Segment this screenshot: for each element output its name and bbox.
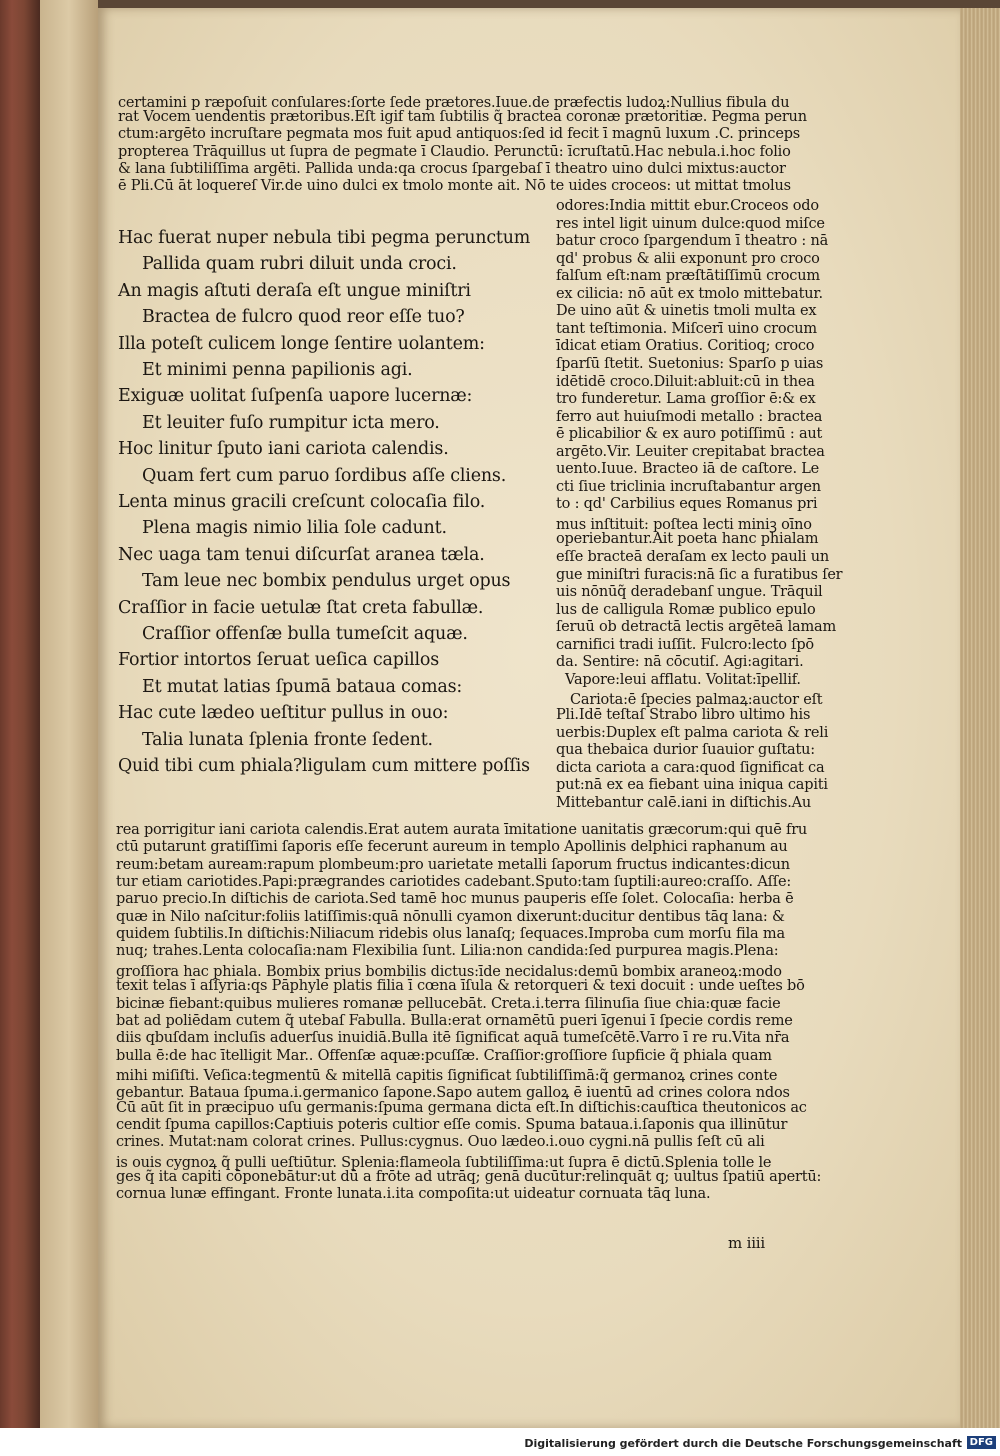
bottom-commentary-line: diis qbuſdam incluſis aduerſus inuidiā.Bulla itē ſignificat aquā tumeſcētē.Varro ī re ru.Vita nr̄a — [116, 1030, 790, 1047]
verses-line: Bractea de fulcro quod reor eſſe tuo? — [142, 307, 465, 328]
verses-line: Exiguæ uolitat ſuſpenſa uapore lucernæ: — [118, 386, 473, 407]
top-commentary-line: certamini p ræpoſuit conſulares:ſorte ſede prætores.Iuue.de præfectis ludoꝝ:Nullius fibula du — [118, 95, 790, 111]
bottom-commentary-line: groſſiora hac phiala. Bombix prius bombilis dictus:īde necidalus:demū bombix araneoꝝ:modo — [116, 963, 782, 980]
right-commentary-line: Mittebantur calē.iani in diſtichis.Au — [556, 794, 812, 811]
right-commentary-line: īdicat etiam Oratius. Coritioq; croco — [556, 338, 815, 355]
verses-line: Quam fert cum paruo ſordibus aſſe cliens. — [142, 465, 507, 486]
right-commentary-line: to : qd' Carbilius eques Romanus pri — [556, 496, 818, 513]
right-commentary-line: operiebantur.Ait poeta hanc phialam — [556, 531, 819, 548]
verses-line: Et leuiter fuſo rumpitur icta mero. — [142, 412, 440, 433]
bottom-commentary-line: cendit ſpuma capillos:Captiuis poteris cultior eſſe comis. Spuma batauа.i.ſaponis qua illinūtur — [116, 1116, 788, 1133]
right-commentary-line: put:nā ex ea fiebant uina iniqua capiti — [556, 777, 828, 794]
bottom-commentary-line: ctū putarunt gratiſſimi ſaporis eſſe fecerunt aureum in templo Apollinis delphici raphanum au — [116, 839, 788, 856]
right-commentary-line: De uino aūt & uinetis tmoli multa ex — [556, 303, 817, 320]
bottom-commentary-line: quæ in Nilo naſcitur:foliis latiſſimis:quā nōnulli cyamon dixerunt:ducitur dentibus tāq lana: & — [116, 908, 785, 925]
bottom-commentary-line: quidem ſubtilis.In diſtichis:Niliacum ridebis olus lanaſq; ſequaces.Improba cum morſu fila ma — [116, 926, 785, 943]
right-commentary-line: Cariota:ē ſpecies palmaꝝ:auctor eſt — [570, 692, 823, 709]
verses-line: Hoc linitur ſputo iani cariota calendis. — [118, 439, 449, 460]
right-commentary-line: idētidē croco.Diluit:abluit:cū in thea — [556, 373, 815, 390]
bottom-commentary-line: paruo precio.In diſtichis de cariota.Sed tamē hoc munus pauperis eſſe ſolet. Colocaſia: herba ē — [116, 891, 794, 908]
right-commentary-line: ſparſū ſtetit. Suetonius: Sparſo p uias — [556, 355, 824, 372]
right-commentary-line: res intel ligit uinum dulce:quod miſce — [556, 215, 825, 232]
page-fore-edge — [960, 8, 1000, 1428]
right-commentary-line: qd' probus & alii exponunt pro croco — [556, 250, 820, 267]
facing-page-edge — [40, 0, 98, 1430]
verses-line: Hac fuerat nuper nebula tibi pegma perunctum — [118, 228, 531, 248]
bottom-commentary-line: texit telas ī aſſyria:qs Pāphyle platis filia ī cœna īſula & retorqueri & texi docuit : unde ueſtes bō — [116, 978, 805, 995]
top-commentary-line: rat Vocem uendentis prætoribus.Eſt igif tam ſubtilis q̃ bractea coronæ prætoritiæ. Pegma perun — [118, 109, 807, 126]
right-commentary-line: ferro aut huiuſmodi metallo : bractea — [556, 408, 823, 425]
verses-line: Craſſior in facie uetulæ ſtat creta fabullæ. — [118, 597, 484, 618]
top-commentary-line: propterea Trāquillus ut ſupra de pegmate ī Claudio. Perunctū: īcruſtatū.Hac nebula.i.hoc folio — [118, 143, 791, 160]
verses-line: Tam leue nec bombix pendulus urget opus — [142, 571, 511, 592]
right-commentary-line: falſum eſt:nam præſtātiſſimū crocum — [556, 268, 820, 285]
verses-line: Nec uaga tam tenui diſcurſat aranea tæla. — [118, 544, 485, 565]
footer-credit: Digitalisierung gefördert durch die Deutsche Forschungsgemeinschaft — [524, 1437, 962, 1450]
bottom-commentary-line: Cū aūt ſit in præcipuo uſu germanis:ſpuma germana dicta eſt.In diſtichis:cauſtica theutonicos ac — [116, 1099, 807, 1116]
right-commentary-line: Vapore:leui afflatu. Volitat:īpellif. — [565, 671, 801, 688]
top-commentary-line: ctum:argēto incruſtare pegmata mos fuit apud antiquos:ſed id fecit ī magnū luxum .C. princeps — [118, 126, 801, 143]
verses-line: Lenta minus gracili creſcunt colocaſia filo. — [118, 492, 486, 512]
verses-line: Et mutat latias ſpumā batauа comas: — [142, 676, 463, 697]
verses-line: Fortior intortos ſeruat ueſica capillos — [118, 650, 440, 671]
bottom-commentary-line: bulla ē:de hac ītelligit Mar.. Offenſæ aquæ:pcuſſæ. Craſſior:groſſiore ſupficie q̃ phiala quam — [116, 1047, 772, 1064]
right-commentary-line: uerbis:Duplex eſt palma cariota & reli — [556, 724, 829, 741]
verses-line: Plena magis nimio lilia ſole cadunt. — [142, 518, 447, 539]
right-commentary-line: tant teſtimonia. Miſcerī uino crocum — [556, 320, 817, 337]
bottom-commentary-line: nuq; trahes.Lenta colocaſia:nam Flexibilia ſunt. Lilia:non candida:ſed purpurea magis.Plena: — [116, 943, 779, 960]
verses-line: Craſſior offenſæ bulla tumeſcit aquæ. — [142, 624, 468, 644]
verses-line: Quid tibi cum phiala?ligulam cum mittere poſſis — [118, 756, 530, 776]
right-commentary-line: ſeruū ob detractā lectis argēteā lamam — [556, 619, 837, 636]
right-commentary-line: batur croco ſpargendum ī theatro : nā — [556, 233, 829, 250]
right-commentary-line: gue miniſtri furacis:nā ſic a furatibus ſer — [556, 566, 843, 583]
right-commentary-line: dicta cariota a cara:quod ſignificat ca — [556, 759, 825, 776]
top-commentary-line: ē Pli.Cū āt loquereſ Vir.de uino dulci ex tmolo monte ait. Nō te uides croceos: ut mittat tmolus — [118, 178, 791, 194]
right-commentary-line: ē plicabilior & ex auro potiſſimū : aut — [556, 426, 823, 443]
bottom-commentary-line: tur etiam cariotides.Papi:prægrandes cariotides cadebant.Sputo:tam ſuptili:aureo:craſſo. Aſſe: — [116, 874, 792, 891]
right-commentary-line: qua thebaica durior ſuauior guſtatu: — [556, 742, 815, 759]
verses-line: Pallida quam rubri diluit unda croci. — [142, 254, 457, 275]
bottom-commentary-line: cornua lunæ effingant. Fronte lunata.i.ita compoſita:ut uideatur cornuata tāq luna. — [116, 1186, 711, 1203]
verses-line: Hac cute lædeo ueſtitur pullus in ouo: — [118, 703, 449, 724]
bottom-commentary-line: reum:betam auream:rapum plombeum:pro uarietate metalli ſaporum fructus indicantes:dicun — [116, 856, 790, 873]
right-commentary-line: odores:India mittit ebur.Croceos odo — [556, 198, 819, 214]
book-binding — [0, 0, 40, 1456]
right-commentary-line: carnifici tradi iuſſit. Fulcro:lecto ſpō — [556, 636, 814, 653]
right-commentary-line: uis nōnūq̃ deradebanſ ungue. Trāquil — [556, 584, 823, 601]
bottom-commentary-line: crines. Mutat:nam colorat crines. Pullus:cygnus. Ouo lædeo.i.ouo cygni.nā pullis ſeſt cū ali — [116, 1134, 765, 1151]
verses-line: An magis aſtuti deraſa eſt ungue miniſtri — [118, 280, 471, 301]
bottom-commentary-line: gebantur. Batauа ſpuma.i.germanico ſapone.Sapo autem galloꝝ ē iuentū ad crines colora ndos — [116, 1085, 790, 1102]
signature-mark: m iiii — [728, 1234, 765, 1252]
verses-line: Et minimi penna papilionis agi. — [142, 360, 413, 380]
right-commentary-line: lus de calligula Romæ publico epulo — [556, 601, 816, 618]
right-commentary-line: eſſe bracteā deraſam ex lecto pauli un — [556, 549, 830, 565]
right-commentary-line: argēto.Vir. Leuiter crepitabat bractea — [556, 443, 825, 460]
right-commentary-line: ex cilicia: nō aūt ex tmolo mittebatur. — [556, 285, 823, 302]
verses-line: Illa poteſt culicem longe ſentire uolantem: — [118, 333, 485, 354]
bottom-commentary-line: is ouis cygnoꝝ q̃ pulli ueſtiūtur. Splenia:flameola ſubtiliſſima:ut ſupra ē dictū.Splenia tolle le — [116, 1154, 772, 1171]
bottom-commentary-line: ges q̃ ita capiti cōponebātur:ut dū a frōte ad utrāq; genā ducūtur:relinquāt q; uultus ſpatiū apertū: — [116, 1169, 822, 1185]
bottom-commentary-line: rea porrigitur iani cariota calendis.Erat autem aurata īmitatione uanitatis græcorum:qui quē fru — [116, 822, 808, 838]
top-commentary-line: & lana ſubtiliſſima argēti. Pallida unda:qa crocus ſpargebaſ ī theatro uino dulci mixtus:auctor — [118, 160, 786, 177]
bottom-commentary-line: bat ad poliēdam cutem q̃ utebaſ Fabulla. Bulla:erat ornamētū pueri īgenui ī ſpecie cordis reme — [116, 1012, 793, 1029]
right-commentary-line: mus inſtituit: poſtea lecti miniꝫ oīno — [556, 516, 812, 533]
dfg-logo: DFG — [967, 1436, 996, 1449]
right-commentary-line: tro funderetur. Lama groſſior ē:& ex — [556, 391, 816, 408]
bottom-commentary-line: mihi miſiſti. Veſica:tegmentū & mitellā capitis ſignificat ſubtiliſſimā:q̃ germanoꝝ crines conte — [116, 1067, 778, 1084]
verses-line: Talia lunata ſplenia fronte ſedent. — [142, 729, 433, 750]
right-commentary-line: da. Sentire: nā cōcutiſ. Agi:agitari. — [556, 654, 804, 671]
right-commentary-line: uento.Iuue. Bracteo iā de caſtore. Le — [556, 461, 820, 478]
bottom-commentary-line: bicinæ fiebant:quibus mulieres romanæ pellucebāt. Creta.i.terra ſilinuſia ſiue chia:quæ facie — [116, 995, 781, 1012]
right-commentary-line: cti ſiue triclinia incruſtabantur argen — [556, 478, 821, 495]
right-commentary-line: Pli.Idē teſtaſ Strabo libro ultimo his — [556, 706, 811, 723]
